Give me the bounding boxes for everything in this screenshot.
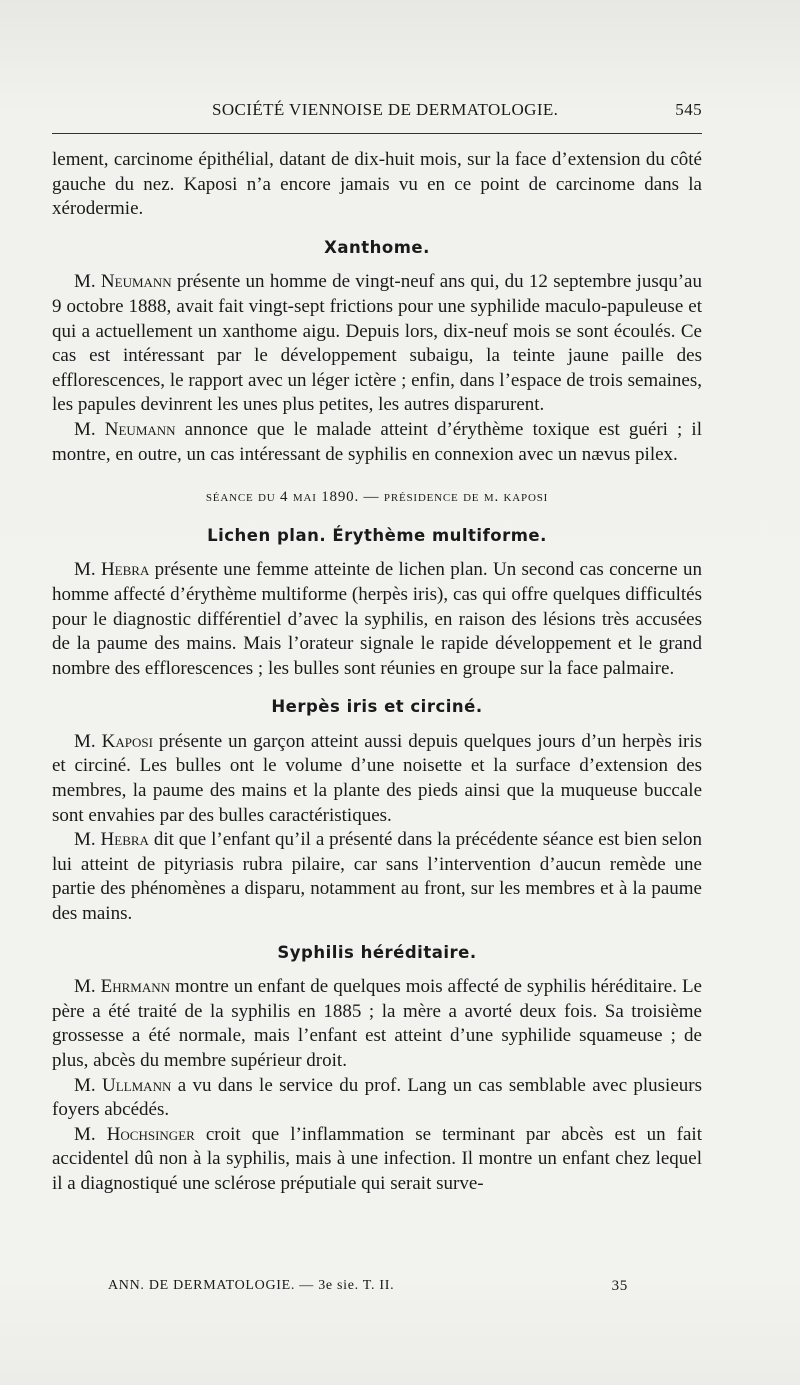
speaker-name: Neumann: [104, 418, 176, 440]
heading-syphilis: Syphilis héréditaire.: [277, 942, 477, 962]
speaker-prefix: M.: [74, 730, 102, 752]
paragraph-xanthome-2: [52, 418, 702, 467]
paragraph-herpes-2: [52, 828, 702, 926]
speaker-name: Ehrmann: [100, 976, 171, 998]
paragraph-text: montre un enfant de quelques mois affecté de syphilis héréditaire. Le père a été traité de la syphilis en 1885 ; la mère a avorté deux fois. Sa troisième grossesse a été normale, mais l’enfant est atteint d’une syphilide squameuse ; de plus, abcès du membre supérieur droit.: [52, 976, 702, 1071]
speaker-prefix: M.: [74, 559, 101, 581]
speaker-prefix: M.: [74, 829, 101, 851]
heading-lichen: Lichen plan. Érythème multiforme.: [207, 525, 547, 545]
paragraph-text: a vu dans le service du prof. Lang un cas semblable avec plusieurs foyers abcédés.: [52, 1074, 702, 1121]
speaker-name: Neumann: [100, 271, 172, 293]
speaker-name: Hebra: [100, 559, 150, 581]
footer-signature: ANN. DE DERMATOLOGIE. — 3e sie. T. II.: [108, 1278, 395, 1293]
header-rule: [52, 133, 702, 134]
paragraph-herpes-1: [52, 730, 702, 828]
footer-sheet-number: 35: [611, 1278, 628, 1294]
page-footer: [108, 1278, 628, 1300]
paragraph-text: annonce que le malade atteint d’érythème toxique est guéri ; il montre, en outre, un cas intéressant de syphilis en connexion avec un nævus pilex.: [52, 418, 702, 465]
speaker-name: Hochsinger: [106, 1123, 195, 1145]
speaker-prefix: M.: [74, 1123, 107, 1145]
speaker-prefix: M.: [74, 976, 101, 998]
paragraph-text: présente un garçon atteint aussi depuis quelques jours d’un herpès iris et circiné. Les bulles ont le volume d’une noisette et la surface d’extension des membres, la paume des mains et la plante des pieds ainsi que la muqueuse buccale sont envahies par des bulles caractéristiques.: [52, 730, 702, 826]
speaker-prefix: M.: [74, 418, 105, 440]
paragraph-lichen-1: [52, 558, 702, 681]
paragraph-syphilis-3: [52, 1123, 702, 1197]
session-heading: séance du 4 mai 1890. — présidence de m. kaposi: [205, 489, 549, 506]
running-header: [52, 100, 702, 128]
paragraph-xanthome-1: [52, 270, 702, 418]
running-title: SOCIÉTÉ VIENNOISE DE DERMATOLOGIE.: [212, 100, 559, 119]
paragraph-text: présente une femme atteinte de lichen plan. Un second cas concerne un homme affecté d’érythème multiforme (herpès iris), cas qui offre quelques difficultés pour le diagnostic différentiel d’avec la syphilis, en raison des lésions très accusées de la paume des mains. Mais l’orateur signale le rapide développement et le grand nombre des efflorescences ; les bulles sont réunies en groupe sur la face palmaire.: [52, 559, 702, 679]
paragraph-syphilis-1: [52, 975, 702, 1073]
paragraph-text: dit que l’enfant qu’il a présenté dans la précédente séance est bien selon lui atteint de pityriasis rubra pilaire, car sans l’intervention d’aucun remède une partie des phénomènes a disparu, notamment au front, sur les membres et à la paume des mains.: [52, 829, 702, 925]
speaker-name: Ullmann: [102, 1074, 172, 1096]
speaker-name: Kaposi: [101, 730, 153, 752]
heading-herpes: Herpès iris et circiné.: [271, 697, 483, 717]
speaker-prefix: M.: [74, 1074, 103, 1096]
page-number: 545: [675, 100, 702, 119]
paragraph-intro: lement, carcinome épithélial, datant de dix-huit mois, sur la face d’extension du côté gauche du nez. Kaposi n’a encore jamais vu en ce point de carcinome dans la xérodermie.: [52, 149, 702, 220]
speaker-prefix: M.: [74, 271, 101, 293]
speaker-name: Hebra: [100, 829, 149, 851]
page-body: [52, 148, 702, 1197]
paragraph-syphilis-2: [52, 1074, 702, 1123]
paragraph-text: présente un homme de vingt-neuf ans qui, du 12 septembre jusqu’au 9 octobre 1888, avait fait vingt-sept frictions pour une syphilide maculo-papuleuse et qui a actuellement un xanthome aigu. Depuis lors, dix-neuf mois se sont écoulés. Ce cas est intéressant par le développement subaigu, la teinte jaune paille des efflorescences, le rapport avec un léger ictère ; enfin, dans l’espace de trois semaines, les papules devinrent les unes plus petites, les autres disparurent.: [52, 271, 702, 416]
paragraph-text: croit que l’inflammation se terminant par abcès est un fait accidentel dû non à la syphilis, mais à une infection. Il montre un enfant chez lequel il a diagnostiqué une sclérose préputiale qui serait surve-: [52, 1123, 702, 1194]
heading-xanthome: Xanthome.: [324, 237, 430, 257]
